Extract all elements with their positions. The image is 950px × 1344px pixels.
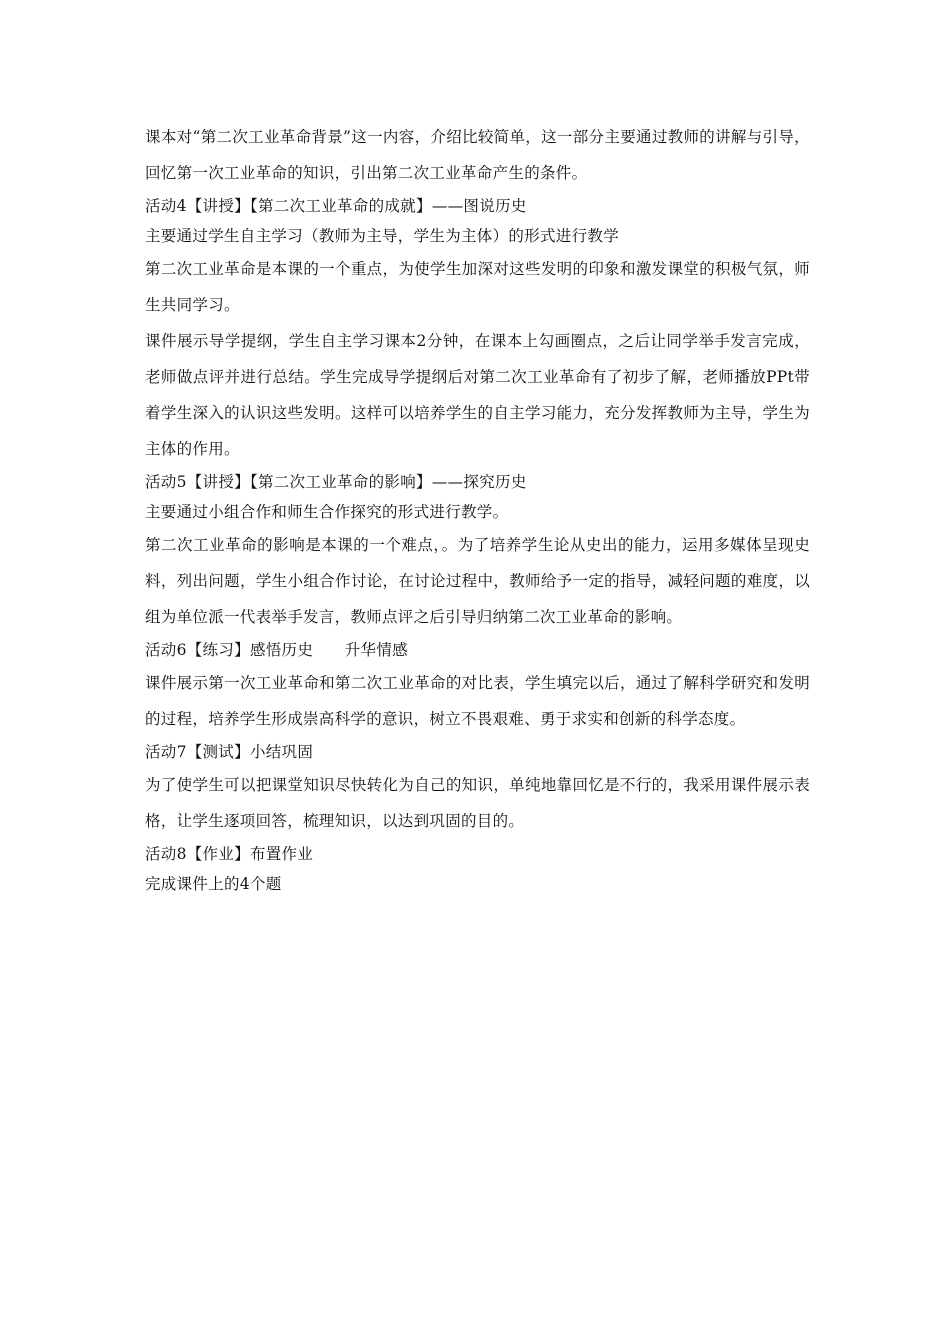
activity-6-heading: 活动6【练习】感悟历史 升华情感	[145, 641, 408, 659]
document-body	[145, 119, 810, 899]
activity-8-heading: 活动8【作业】布置作业	[145, 845, 314, 863]
activity-4-heading: 活动4【讲授】【第二次工业革命的成就】——图说历史	[145, 197, 527, 215]
activity-8-paragraph: 完成课件上的4个题	[145, 875, 282, 893]
activity-5-paragraph: 第二次工业革命的影响是本课的一个难点，。为了培养学生论从史出的能力，运用多媒体呈现史料，列出问题，学生小组合作讨论，在讨论过程中，教师给予一定的指导，减轻问题的难度，以组为单位派一代表举手发言，教师点评之后引导归纳第二次工业革命的影响。	[145, 536, 810, 626]
activity-5-method: 主要通过小组合作和师生合作探究的形式进行教学。	[145, 503, 509, 521]
activity-4-paragraph-1: 第二次工业革命是本课的一个重点，为使学生加深对这些发明的印象和激发课堂的积极气氛，师生共同学习。	[145, 260, 810, 314]
activity-7-paragraph: 为了使学生可以把课堂知识尽快转化为自己的知识，单纯地靠回忆是不行的，我采用课件展示表格，让学生逐项回答，梳理知识，以达到巩固的目的。	[145, 776, 810, 830]
activity-4-paragraph-2: 课件展示导学提纲，学生自主学习课本2分钟，在课本上勾画圈点，之后让同学举手发言完成，老师做点评并进行总结。学生完成导学提纲后对第二次工业革命有了初步了解，老师播放PPt带着学生深入的认识这些发明。这样可以培养学生的自主学习能力，充分发挥教师为主导，学生为主体的作用。	[145, 332, 810, 458]
activity-6-paragraph: 课件展示第一次工业革命和第二次工业革命的对比表，学生填完以后，通过了解科学研究和发明的过程，培养学生形成崇高科学的意识，树立不畏艰难、勇于求实和创新的科学态度。	[145, 674, 810, 728]
activity-7-heading: 活动7【测试】小结巩固	[145, 743, 314, 761]
activity-5-heading: 活动5【讲授】【第二次工业革命的影响】——探究历史	[145, 473, 527, 491]
activity-4-method: 主要通过学生自主学习（教师为主导，学生为主体）的形式进行教学	[145, 227, 620, 245]
background-paragraph: 课本对“第二次工业革命背景”这一内容，介绍比较简单，这一部分主要通过教师的讲解与引导，回忆第一次工业革命的知识，引出第二次工业革命产生的条件。	[145, 128, 810, 182]
